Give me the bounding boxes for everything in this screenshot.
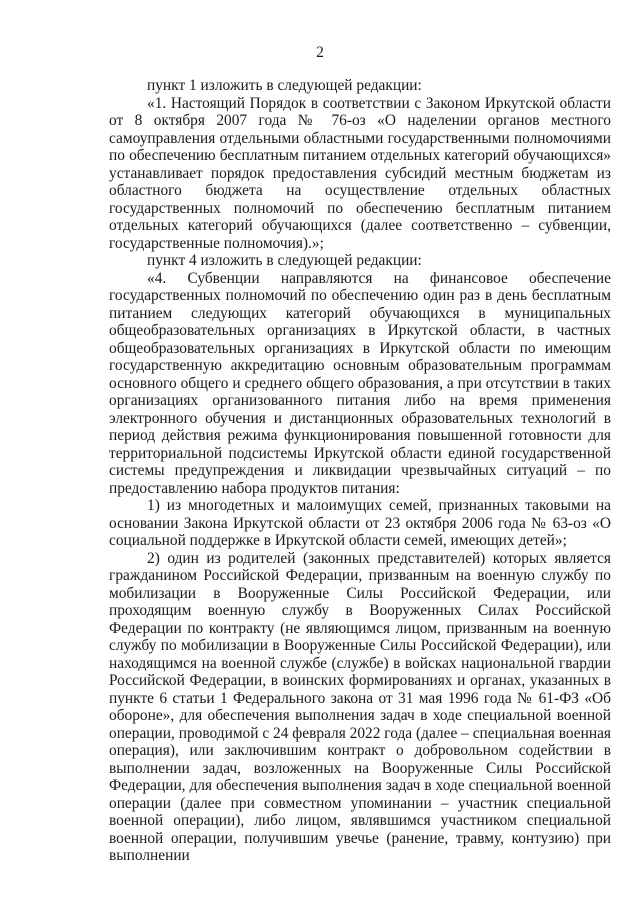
paragraph-item-1-text: «1. Настоящий Порядок в соответствии с Законом Иркутской области от 8 октября 2007 года № 76-оз «О наделении органов местного самоуправления отдельными областными государственными полномочиями по обеспечению бесплатным питанием отдельных категорий обучающихся» устанавливает порядок предоставления субсидий местным бюджетам из областного бюджета на осуществление отдельных областных государственных полномочий по обеспечению бесплатным питанием отдельных категорий обучающихся (далее соответственно – субвенции, государственные полномочия).»;	[109, 94, 611, 252]
paragraph-item-1-heading: пункт 1 изложить в следующей редакции:	[147, 77, 422, 94]
document-body	[109, 77, 611, 865]
paragraph-item-4-text: «4. Субвенции направляются на финансовое обеспечение государственных полномочий по обеспечению один раз в день бесплатным питанием следующих категорий обучающихся в муниципальных общеобразовательных организациях в Иркутской области, в частных общеобразовательных организациях в Иркутской области по имеющим государственную аккредитацию основным образовательным программам основного общего и среднего общего образования, а при отсутствии в таких организациях организованного питания либо на время применения электронного обучения и дистанционных образовательных технологий в период действия режима функционирования повышенной готовности для территориальной подсистемы Иркутской области единой государственной системы предупреждения и ликвидации чрезвычайных ситуаций – по предоставлению набора продуктов питания:	[109, 269, 611, 497]
paragraph-subitem-2: 2) один из родителей (законных представителей) которых является гражданином Российской Федерации, призванным на военную службу по мобилизации в Вооруженные Силы Российской Федерации, или проходящим военную службу в Вооруженных Силах Российской Федерации по контракту (не являющимся лицом, призванным на военную службу по мобилизации в Вооруженные Силы Российской Федерации), или находящимся на военной службе (службе) в войсках национальной гвардии Российской Федерации, в воинских формированиях и органах, указанных в пункте 6 статьи 1 Федерального закона от 31 мая 1996 года № 61-ФЗ «Об обороне», для обеспечения выполнения задач в ходе специальной военной операции, проводимой с 24 февраля 2022 года (далее – специальная военная операция), или заключившим контракт о добровольном содействии в выполнении задач, возложенных на Вооруженные Силы Российской Федерации, для обеспечения выполнения задач в ходе специальной военной операции (далее при совместном упоминании – участник специальной военной операции), либо лицом, являвшимся участником специальной военной операции, получившим увечье (ранение, травму, контузию) при выполнении	[109, 549, 611, 864]
paragraph-item-4-heading: пункт 4 изложить в следующей редакции:	[147, 252, 422, 269]
page-number: 2	[316, 44, 324, 61]
paragraph-subitem-1: 1) из многодетных и малоимущих семей, признанных таковыми на основании Закона Иркутской области от 23 октября 2006 года № 63-оз «О социальной поддержке в Иркутской области семей, имеющих детей»;	[109, 497, 611, 549]
